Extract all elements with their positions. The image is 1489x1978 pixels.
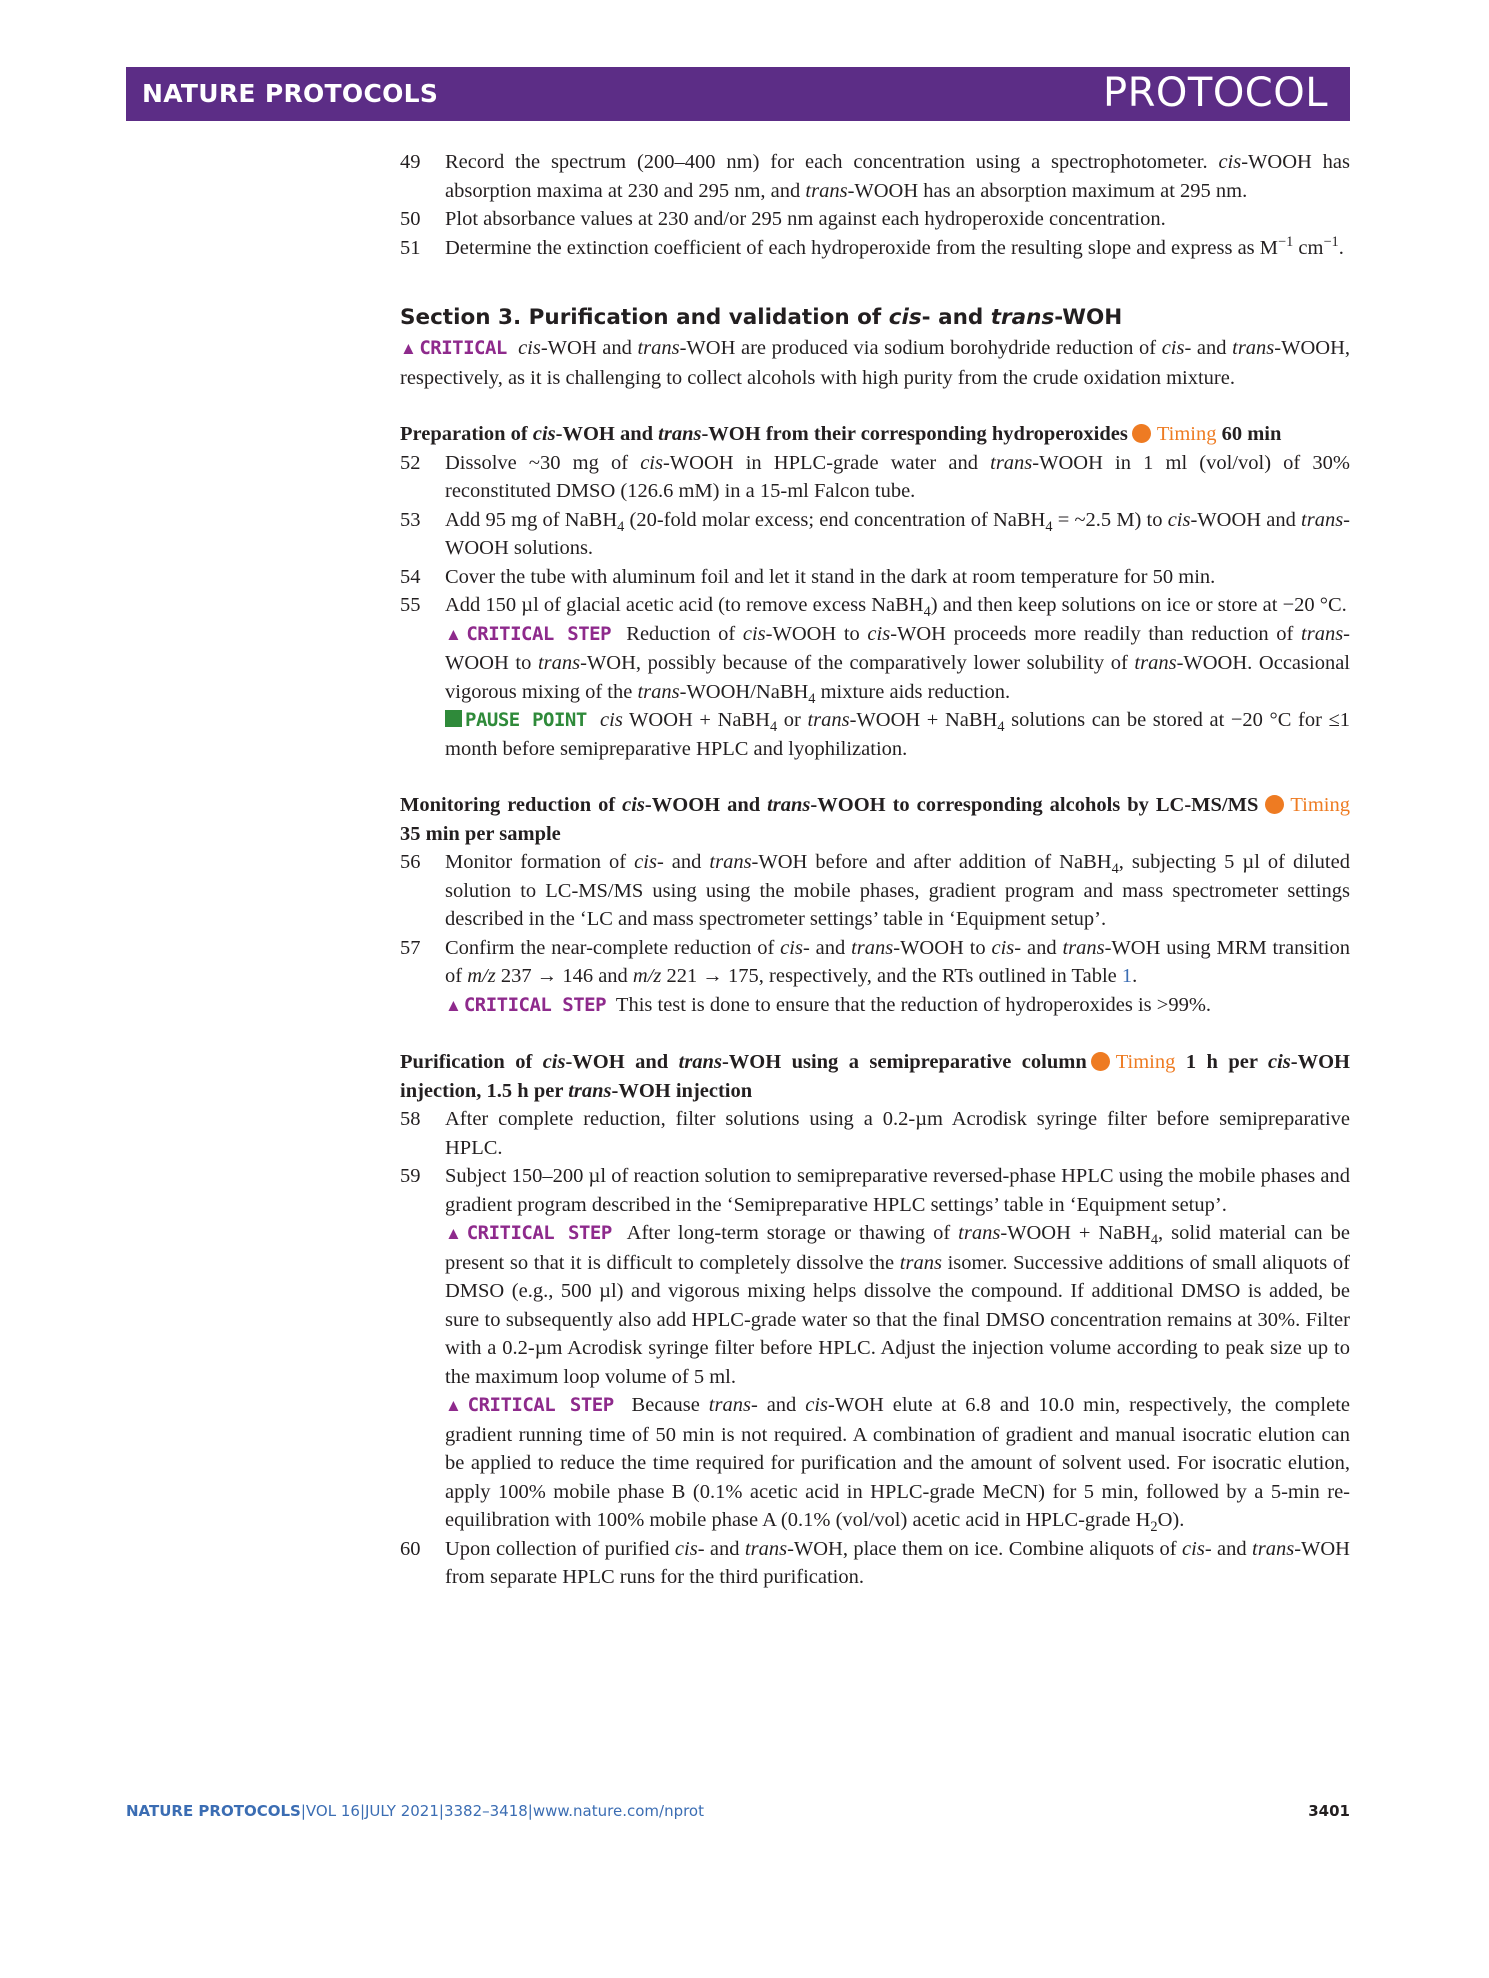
step-number: 51 <box>400 236 421 259</box>
subhead-purification: Purification of cis-WOH and trans-WOH using a semipreparative column Timing 1 h per cis-WOH injection, 1.5 h per trans-WOH injection <box>400 1051 1350 1102</box>
footer-pages: 3382–3418 <box>443 1802 528 1820</box>
critical-step-tag: CRITICAL STEP <box>467 1394 614 1416</box>
step-number: 50 <box>400 208 421 230</box>
step-text: Add 150 µl of glacial acetic acid (to remove excess NaBH$_4$) and then keep solutions on ice or store at −20 °C. <box>445 594 1347 621</box>
timing-dot-icon <box>1132 424 1151 443</box>
step-text: Upon collection of purified cis- and trans-WOH, place them on ice. Combine aliquots of cis- and trans-WOH from separate HPLC runs for the third purification. <box>445 1537 1350 1588</box>
step-number: 57 <box>400 936 421 959</box>
section-3-critical-note: ▲ CRITICAL cis-WOH and trans-WOH are produced via sodium borohydride reduction of cis- and trans-WOOH, respectively, as it is challenging to collect alcohols with high purity from the crude oxidation mixture. <box>400 337 1350 389</box>
critical-step-note: ▲ CRITICAL STEP After long-term storage or thawing of trans-WOOH + NaBH$_4$, solid material can be present so that it is difficult to completely dissolve the trans isomer. Successive additions of small aliquots of DMSO (e.g., 500 µl) and vigorous mixing helps dissolve the compound. If additional DMSO is added, be sure to subsequently also add HPLC-grade water so that the final DMSO concentration remains at 30%. Filter with a 0.2-µm Acrodisk syringe filter before HPLC. Adjust the injection volume according to peak size up to the maximum loop volume of 5 ml. <box>445 1222 1351 1388</box>
timing-dot-icon <box>1091 1052 1110 1071</box>
timing-dot-icon <box>1265 795 1284 814</box>
step-number: 53 <box>400 508 421 531</box>
step-51 <box>400 234 1350 263</box>
step-text: Subject 150–200 µl of reaction solution to semipreparative reversed-phase HPLC using the mobile phases and gradient program described in the ‘Semipreparative HPLC settings’ table in ‘Equipment setup’. <box>445 1165 1350 1216</box>
timing-label: Timing <box>1156 423 1217 445</box>
step-number: 58 <box>400 1108 421 1130</box>
critical-triangle-icon: ▲ <box>400 339 418 358</box>
critical-step-tag: CRITICAL STEP <box>466 622 612 645</box>
step-text: Record the spectrum (200–400 nm) for each concentration using a spectrophotometer. cis-WOOH has absorption maxima at 230 and 295 nm, and trans-WOOH has an absorption maximum at 295 nm. <box>445 151 1350 202</box>
step-57 <box>400 934 1350 991</box>
timing-label: Timing <box>1115 1051 1176 1073</box>
header-bar <box>126 67 1350 121</box>
step-text: Determine the extinction coefficient of each hydroperoxide from the resulting slope and express as $M^{-1}$ $cm^{-1}$. <box>445 233 1344 259</box>
step-number: 60 <box>400 1537 421 1560</box>
footer-date: JULY 2021 <box>365 1802 439 1820</box>
step-text: Cover the tube with aluminum foil and let it stand in the dark at room temperature for 50 min. <box>445 565 1216 588</box>
step-text: Add 95 mg of NaBH$_4$ (20-fold molar excess; end concentration of NaBH$_4$ = ~2.5 M) to cis-WOOH and trans-WOOH solutions. <box>445 508 1350 559</box>
critical-triangle-icon: ▲ <box>445 624 465 644</box>
subhead-monitoring: Monitoring reduction of cis-WOOH and trans-WOOH to corresponding alcohols by LC-MS/MS Timing 35 min per sample <box>400 794 1350 845</box>
page-footer: NATURE PROTOCOLS|VOL 16|JULY 2021|3382–3418|www.nature.com/nprot 3401 <box>126 1802 1350 1820</box>
journal-name: NATURE PROTOCOLS <box>142 79 439 108</box>
critical-step-note: ▲ CRITICAL STEP Because trans- and cis-WOH elute at 6.8 and 10.0 min, respectively, the complete gradient running time of 50 min is not required. A combination of gradient and manual isocratic elution can be applied to reduce the time required for purification and the amount of solvent used. For isocratic elution, apply 100% mobile phase B (0.1% acetic acid in HPLC-grade MeCN) for 5 min, followed by a 5-min re-equilibration with 100% mobile phase A (0.1% (vol/vol) acetic acid in HPLC-grade $H_2O$). <box>445 1394 1351 1536</box>
step-text: Plot absorbance values at 230 and/or 295 nm against each hydroperoxide concentration. <box>445 208 1166 230</box>
step-number: 54 <box>400 565 421 588</box>
footer-journal: NATURE PROTOCOLS <box>126 1802 301 1820</box>
step-52 <box>400 449 1350 506</box>
timing-value: 60 min <box>1221 423 1282 445</box>
step-54 <box>400 563 1350 592</box>
table-1-link[interactable]: 1 <box>1121 965 1133 987</box>
step-text: Monitor formation of cis- and trans-WOH before and after addition of NaBH$_4$, subjecting 5 µl of diluted solution to LC-MS/MS using using the mobile phases, gradient program and mass spectrometer settings described in the ‘LC and mass spectrometer settings’ table in ‘Equipment setup’. <box>445 851 1350 930</box>
critical-tag: CRITICAL <box>419 337 507 359</box>
footer-url-link[interactable]: www.nature.com/nprot <box>532 1802 704 1820</box>
pause-point-note: PAUSE POINT cis WOOH + NaBH$_4$ or trans-WOOH + NaBH$_4$ solutions can be stored at −20 °C for ≤1 month before semipreparative HPLC and lyophilization. <box>445 709 1351 760</box>
timing-value: 35 min per sample <box>400 822 561 845</box>
step-number: 59 <box>400 1165 421 1187</box>
step-50 <box>400 205 1350 234</box>
pause-point-tag: PAUSE POINT <box>465 709 587 731</box>
step-text: Confirm the near-complete reduction of cis- and trans-WOOH to cis- and trans-WOH using MRM transition of m/z 237 → 146 and m/z 221 → 175, respectively, and the RTs outlined in Table 1. <box>445 936 1350 987</box>
main-content <box>400 148 1350 1592</box>
footer-volume: VOL 16 <box>305 1802 360 1820</box>
timing-value: 1 h per <box>1185 1051 1258 1073</box>
timing-label: Timing <box>1290 794 1350 816</box>
step-text: After complete reduction, filter solutions using a 0.2-µm Acrodisk syringe filter before semipreparative HPLC. <box>445 1108 1350 1159</box>
step-number: 56 <box>400 851 421 873</box>
step-number: 52 <box>400 451 421 474</box>
subhead-preparation: Preparation of cis-WOH and trans-WOH from their corresponding hydroperoxides Timing 60 min <box>400 423 1282 445</box>
critical-step-tag: CRITICAL STEP <box>463 993 607 1016</box>
step-58 <box>400 1105 1350 1162</box>
step-49 <box>400 148 1350 205</box>
step-60 <box>400 1535 1350 1592</box>
section-3-title: Section 3. Purification and validation of cis- and trans-WOH <box>400 305 1123 330</box>
critical-step-note: ▲ CRITICAL STEP Reduction of cis-WOOH to cis-WOH proceeds more readily than reduction of trans-WOOH to trans-WOH, possibly because of the comparatively lower solubility of trans-WOOH. Occasional vigorous mixing of the trans-WOOH/NaBH$_4$ mixture aids reduction. <box>445 622 1350 707</box>
step-55 <box>400 591 1350 620</box>
page-number: 3401 <box>1308 1802 1350 1820</box>
step-number: 55 <box>400 594 421 616</box>
critical-triangle-icon: ▲ <box>445 1224 465 1243</box>
step-text: Dissolve ~30 mg of cis-WOOH in HPLC-grade water and trans-WOOH in 1 ml (vol/vol) of 30% reconstituted DMSO (126.6 mM) in a 15-ml Falcon tube. <box>445 451 1350 502</box>
step-56 <box>400 848 1350 934</box>
step-number: 49 <box>400 151 421 173</box>
critical-step-note: ▲ CRITICAL STEP This test is done to ensure that the reduction of hydroperoxides is >99%. <box>445 993 1212 1016</box>
step-53 <box>400 506 1350 563</box>
pause-square-icon <box>445 710 462 727</box>
critical-triangle-icon: ▲ <box>445 995 462 1015</box>
critical-step-tag: CRITICAL STEP <box>466 1222 612 1244</box>
critical-triangle-icon: ▲ <box>445 1396 466 1415</box>
article-type-label: PROTOCOL <box>1102 70 1328 116</box>
step-59 <box>400 1162 1350 1219</box>
